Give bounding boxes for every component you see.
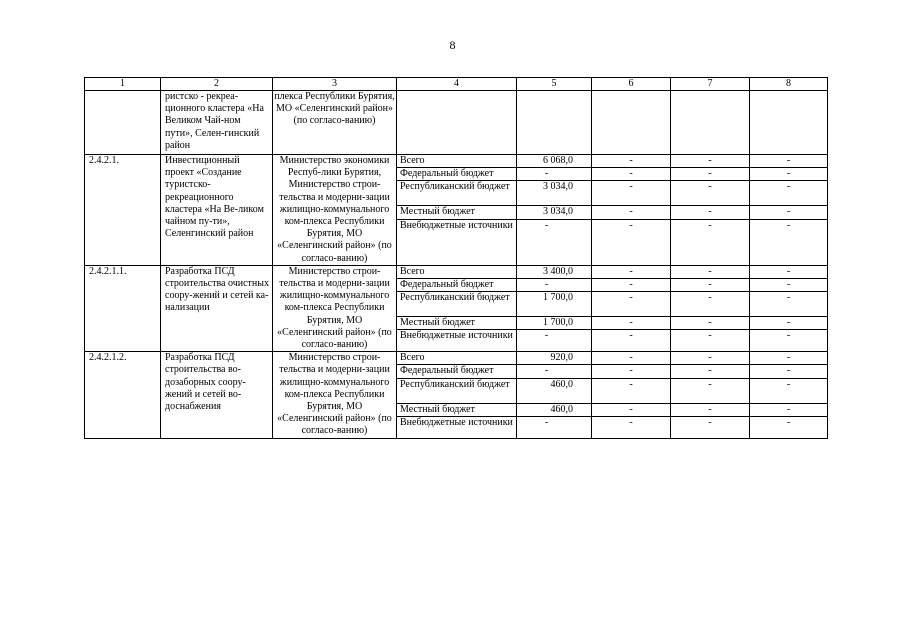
value-cell: 1 700,0 [517,292,592,317]
value-cell: - [671,365,750,378]
column-number: 8 [750,78,828,91]
continuation-row [85,91,828,155]
value-cell: - [592,352,671,365]
value-cell [671,91,750,155]
value-cell: - [671,378,750,403]
code-cell: 2.4.2.1.1. [85,265,161,351]
value-cell: - [592,219,671,265]
measure-name-cell: Инвестиционный проект «Создание туристско-рекреационного кластера «На Ве-ликом чайном пу-ти», Селенгинский район [161,155,273,266]
value-cell: - [671,181,750,206]
budget-row [85,155,828,168]
code-cell [85,91,161,155]
measure-name-cell: Разработка ПСД строительства очистных соору-жений и сетей ка-нализации [161,265,273,351]
value-cell: - [592,155,671,168]
value-cell: - [592,403,671,416]
source-cell: Республиканский бюджет [397,292,517,317]
source-cell: Федеральный бюджет [397,365,517,378]
value-cell: - [671,219,750,265]
source-cell: Всего [397,265,517,278]
measure-name-cell: Разработка ПСД строительства во-дозаборных соору-жений и сетей во-доснабжения [161,352,273,438]
value-cell [592,91,671,155]
executor-cell: Министерство строи-тельства и модерни-зации жилищно-коммунального ком-плекса Республики Бурятия, МО «Селенгинский район» (по согласо-ванию) [273,265,397,351]
budget-row [85,265,828,278]
column-number: 6 [592,78,671,91]
source-cell [397,91,517,155]
source-cell: Республиканский бюджет [397,181,517,206]
value-cell: - [592,265,671,278]
value-cell: - [671,317,750,330]
value-cell: - [750,317,828,330]
code-cell: 2.4.2.1.2. [85,352,161,438]
value-cell: - [750,403,828,416]
value-cell: 3 034,0 [517,181,592,206]
value-cell: 460,0 [517,378,592,403]
value-cell: 460,0 [517,403,592,416]
value-cell: - [592,416,671,438]
value-cell: 3 034,0 [517,206,592,219]
value-cell: - [750,365,828,378]
value-cell: - [592,292,671,317]
value-cell: - [671,352,750,365]
value-cell: - [592,365,671,378]
value-cell: - [671,279,750,292]
value-cell: - [750,378,828,403]
value-cell: - [671,330,750,352]
value-cell: - [517,219,592,265]
value-cell: - [750,219,828,265]
value-cell: - [517,279,592,292]
value-cell: - [671,155,750,168]
table-body [85,78,828,439]
value-cell: - [671,206,750,219]
executor-cell: Министерство строи-тельства и модерни-зации жилищно-коммунального ком-плекса Республики Бурятия, МО «Селенгинский район» (по согласо-ванию) [273,352,397,438]
value-cell: - [671,265,750,278]
value-cell: - [671,403,750,416]
value-cell: - [517,330,592,352]
source-cell: Внебюджетные источники [397,330,517,352]
executor-cell: плекса Республики Бурятия, МО «Селенгинский район» (по согласо-ванию) [273,91,397,155]
column-number: 5 [517,78,592,91]
value-cell: 6 068,0 [517,155,592,168]
budget-table [84,77,828,439]
value-cell: - [592,330,671,352]
value-cell: - [517,365,592,378]
column-number: 1 [85,78,161,91]
column-number: 2 [161,78,273,91]
column-numbers-row [85,78,828,91]
value-cell: - [592,181,671,206]
column-number: 3 [273,78,397,91]
executor-cell: Министерство экономики Респуб-лики Бурятия, Министерство строи-тельства и модерни-зации жилищно-коммунального ком-плекса Республики Бурятия, МО «Селенгинский район» (по согласо-ванию) [273,155,397,266]
value-cell: 920,0 [517,352,592,365]
value-cell: 1 700,0 [517,317,592,330]
budget-row [85,352,828,365]
source-cell: Федеральный бюджет [397,168,517,181]
value-cell: - [750,330,828,352]
value-cell: - [671,416,750,438]
value-cell [517,91,592,155]
value-cell [750,91,828,155]
value-cell: - [517,416,592,438]
source-cell: Федеральный бюджет [397,279,517,292]
source-cell: Местный бюджет [397,317,517,330]
value-cell: - [750,206,828,219]
value-cell: - [592,378,671,403]
column-number: 4 [397,78,517,91]
value-cell: - [671,168,750,181]
value-cell: - [592,168,671,181]
value-cell: - [750,416,828,438]
value-cell: - [750,352,828,365]
column-number: 7 [671,78,750,91]
value-cell: - [750,292,828,317]
source-cell: Республиканский бюджет [397,378,517,403]
page-number: 8 [449,38,456,52]
value-cell: - [592,279,671,292]
value-cell: - [592,206,671,219]
code-cell: 2.4.2.1. [85,155,161,266]
value-cell: - [750,168,828,181]
source-cell: Внебюджетные источники [397,416,517,438]
source-cell: Внебюджетные источники [397,219,517,265]
source-cell: Местный бюджет [397,403,517,416]
source-cell: Всего [397,352,517,365]
value-cell: - [750,155,828,168]
value-cell: - [750,265,828,278]
source-cell: Местный бюджет [397,206,517,219]
value-cell: - [592,317,671,330]
source-cell: Всего [397,155,517,168]
value-cell: - [750,279,828,292]
value-cell: 3 400,0 [517,265,592,278]
measure-name-cell: ристско - рекреа-ционного кластера «На Великом Чай-ном пути», Селен-гинский район [161,91,273,155]
value-cell: - [750,181,828,206]
value-cell: - [517,168,592,181]
value-cell: - [671,292,750,317]
